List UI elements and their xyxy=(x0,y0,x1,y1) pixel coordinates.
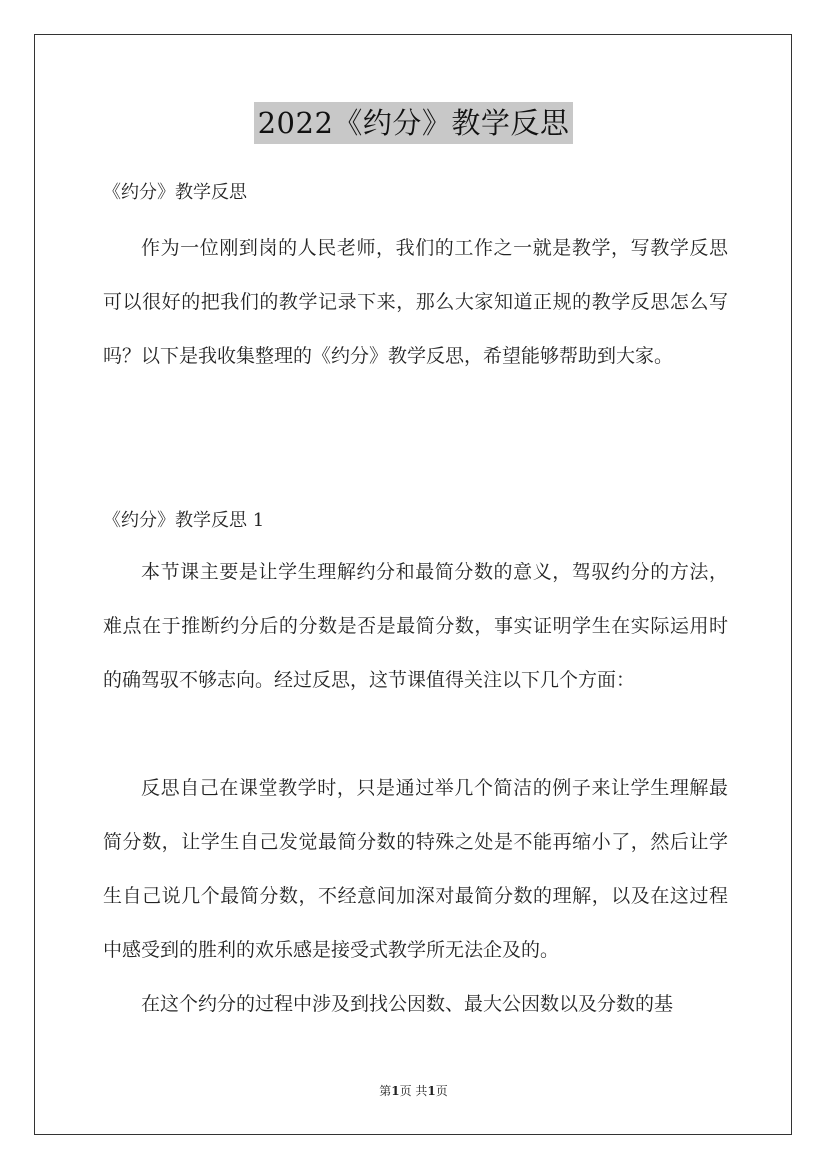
page-footer xyxy=(0,1082,827,1099)
document-title: 2022《约分》教学反思 xyxy=(254,102,574,144)
body-paragraph-2: 反思自己在课堂教学时，只是通过举几个简洁的例子来让学生理解最简分数，让学生自己发觉最简分数的特殊之处是不能再缩小了，然后让学生自己说几个最简分数，不经意间加深对最简分数的理解，以及在这过程中感受到的胜利的欢乐感是接受式教学所无法企及的。 xyxy=(103,777,728,961)
page-prefix: 第 xyxy=(379,1084,392,1098)
page-suffix: 页 xyxy=(435,1084,448,1098)
body-paragraph-3: 在这个约分的过程中涉及到找公因数、最大公因数以及分数的基 xyxy=(141,993,674,1015)
page-current: 1 xyxy=(391,1084,400,1098)
intro-paragraph: 作为一位刚到岗的人民老师，我们的工作之一就是教学，写教学反思可以很好的把我们的教学记录下来，那么大家知道正规的教学反思怎么写吗？以下是我收集整理的《约分》教学反思，希望能够帮助到大家。 xyxy=(103,237,728,367)
section-heading: 《约分》教学反思 xyxy=(103,182,247,203)
page-total: 1 xyxy=(427,1084,436,1098)
page-mid: 页 共 xyxy=(399,1084,428,1098)
title-container xyxy=(0,102,827,144)
body-paragraph-1: 本节课主要是让学生理解约分和最简分数的意义，驾驭约分的方法，难点在于推断约分后的分数是否是最简分数，事实证明学生在实际运用时的确驾驭不够志向。经过反思，这节课值得关注以下几个方面： xyxy=(103,561,728,691)
sub-heading: 《约分》教学反思 1 xyxy=(103,510,265,531)
